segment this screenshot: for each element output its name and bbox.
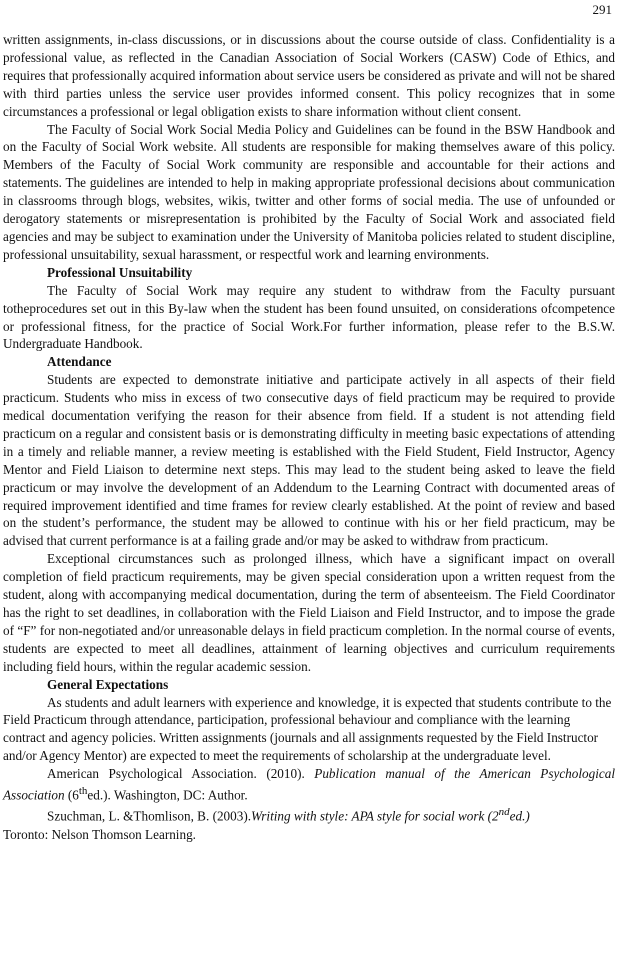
- paragraph-unsuitability: The Faculty of Social Work may require any student to withdraw from the Faculty pursuant totheprocedures set out in this By-law when the student has been found unsuited, on considerations ofcompetence or professional fitness, for the practice of Social Work.For further information, please refer to the B.S.W. Undergraduate Handbook.: [3, 282, 615, 352]
- reference-szuchman: [3, 804, 615, 825]
- reference-szuchman-author: Szuchman, L. &Thomlison, B. (2003).: [47, 808, 252, 824]
- heading-attendance: Attendance: [47, 354, 112, 370]
- page-body: [3, 31, 615, 844]
- reference-szuchman-publisher: Toronto: Nelson Thomson Learning.: [3, 826, 196, 842]
- reference-apa-edition-sup: th: [78, 785, 88, 798]
- page-number: 291: [592, 2, 612, 17]
- heading-general-expectations: General Expectations: [47, 676, 169, 692]
- reference-apa: [3, 765, 615, 804]
- reference-apa-edition-close: ed.). Washington, DC: Author.: [87, 787, 248, 803]
- heading-professional-unsuitability: Professional Unsuitability: [47, 264, 193, 280]
- reference-szuchman-title-end: ed.): [509, 808, 530, 824]
- reference-szuchman-title: Writing with style: APA style for social work (2: [251, 808, 499, 824]
- reference-apa-author: American Psychological Association. (2010).: [47, 766, 315, 782]
- paragraph-social-media: The Faculty of Social Work Social Media Policy and Guidelines can be found in the BSW Handbook and on the Faculty of Social Work website. All students are responsible for making themselves aware of this policy. Members of the Faculty of Social Work community are responsible and accountable for their actions and statements. The guidelines are intended to help in making appropriate professional decisions about communication in classrooms through blogs, websites, wikis, twitter and other forms of social media. The use of unfounded or derogatory statements or misrepresentation is prohibited by the Faculty of Social Work and associated field agencies and may be subject to examination under the University of Manitoba policies related to student discipline, professional unsuitability, sexual harassment, or respectful work and learning environments.: [3, 121, 615, 262]
- paragraph-general-expectations: As students and adult learners with experience and knowledge, it is expected that students contribute to the Field Practicum through attendance, participation, professional behaviour and compliance with the learning contract and agency policies. Written assignments (journals and all assignments requested by the Field Instructor and/or Agency Mentor) are expected to meet the requirements of scholarship at the undergraduate level.: [3, 694, 612, 764]
- paragraph-attendance: Students are expected to demonstrate initiative and participate actively in all aspects of their field practicum. Students who miss in excess of two consecutive days of field practicum may be required to provide medical documentation verifying the reason for their absence from field. If a student is not attending field practicum on a regular and consistent basis or is demonstrating difficulty in meeting basic expectations of attending in a timely and reliable manner, a review meeting is established with the Field Student, Field Instructor, Agency Mentor and Field Liaison to determine next steps. This may lead to the student being asked to leave the field practicum or may involve the development of an Addendum to the Learning Contract with documented areas of required improvement identified and time frames for review clearly established. At the point of review and based on the student’s performance, the student may be allowed to continue with his or her field practicum, may be advised that current performance is at a failing grade and/or may be asked to withdraw from practicum.: [3, 372, 615, 549]
- paragraph-confidentiality: written assignments, in-class discussions, or in discussions about the course outside of class. Confidentiality is a professional value, as reflected in the Canadian Association of Social Workers (CASW) Code of Ethics, and requires that professionally acquired information about service users be considered as private and will not be shared with third parties unless the service user provides informed consent. This policy recognizes that in some circumstances a professional or legal obligation exists to share information without client consent.: [3, 32, 615, 119]
- reference-apa-title: Publication manual of the American Psychological Association: [3, 766, 615, 803]
- reference-apa-edition-open: (6: [64, 787, 79, 803]
- paragraph-exceptional-circumstances: Exceptional circumstances such as prolonged illness, which have a significant impact on overall completion of field practicum requirements, may be given special consideration upon a written request from the student, along with accompanying medical documentation, during the term of absenteeism. The Field Coordinator has the right to set deadlines, in collaboration with the Field Liaison and Field Instructor, and to impose the grade of “F” for non-negotiated and/or unreasonable delays in field practicum completion. In the normal course of events, students are expected to meet all deadlines, attainment of learning objectives and curriculum requirements including field hours, within the regular academic session.: [3, 551, 615, 674]
- reference-szuchman-title-sup: nd: [498, 806, 510, 819]
